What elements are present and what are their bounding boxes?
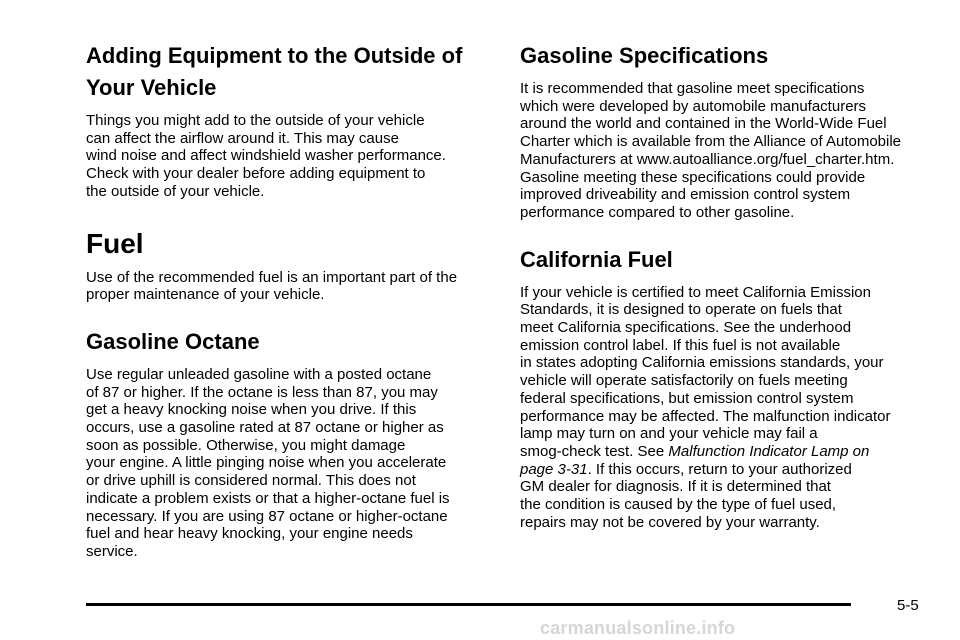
heading-gasoline-octane: Gasoline Octane [86, 328, 260, 354]
heading-adding-equipment: Adding Equipment to the Outside of Your Vehicle [86, 43, 463, 100]
paragraph-adding-equipment: Things you might add to the outside of your vehicle can affect the airflow around it. This may cause wind noise and affect windshield washer performance. Check with your dealer before adding equipment to the outside of your vehicle. [86, 112, 446, 200]
left-column [86, 40, 494, 561]
heading-california-fuel: California Fuel [520, 246, 673, 272]
heading-gasoline-specifications: Gasoline Specifications [520, 43, 769, 68]
paragraph-california-fuel [520, 284, 932, 532]
page-number: 5-5 [897, 597, 919, 614]
paragraph-gasoline-octane: Use regular unleaded gasoline with a posted octane of 87 or higher. If the octane is less than 87, you may get a heavy knocking noise when you drive. If this occurs, use a gasoline rated at 87 octane or higher as soon as possible. Otherwise, you might damage your engine. A little pinging noise when you accelerate or drive uphill is considered normal. This does not indicate a problem exists or that a higher-octane fuel is necessary. If you are using 87 octane or higher-octane fuel and hear heavy knocking, your engine needs service. [86, 365, 450, 560]
paragraph-fuel: Use of the recommended fuel is an important part of the proper maintenance of your vehicle. [86, 268, 458, 304]
california-text-before: If your vehicle is certified to meet California Emission Standards, it is designed to operate on fuels that meet California specifications. See the underhood emission control label. If this fuel is not available in states adopting California emissions standards, your vehicle will operate satisfactorily on fuels meeting federal specifications, but emission control system performance may be affected. The malfunction indicator lamp may turn on and your vehicle may fail a smog-check test. See [520, 283, 891, 460]
malfunction-indicator-reference[interactable]: Malfunction Indicator Lamp on page 3-31 [520, 442, 870, 478]
right-column [520, 40, 932, 531]
footer-rule [86, 603, 851, 606]
paragraph-gasoline-specifications: It is recommended that gasoline meet specifications which were developed by automobile manufacturers around the world and contained in the World-Wide Fuel Charter which is available from the Alliance of Automobile Manufacturers at www.autoalliance.org/fuel_charter.htm. Gasoline meeting these specifications could provide improved driveability and emission control system performance compared to other gasoline. [520, 80, 902, 221]
heading-fuel: Fuel [86, 227, 144, 259]
watermark: carmanualsonline.info [540, 618, 736, 638]
california-text-after: . If this occurs, return to your authorized GM dealer for diagnosis. If it is determined that the condition is caused by the type of fuel used, repairs may not be covered by your warranty. [520, 460, 852, 531]
